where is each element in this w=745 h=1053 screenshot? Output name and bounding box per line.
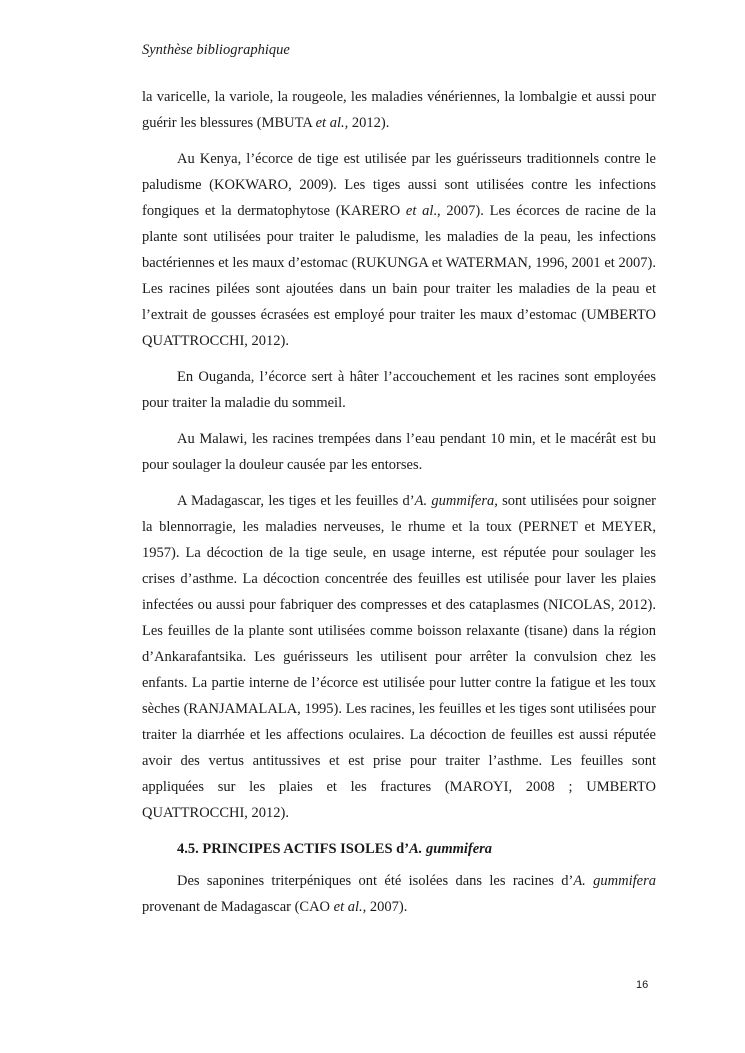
paragraph-madagascar-part-b: sont utilisées pour soigner la blennorragie, les maladies nerveuses, le rhume et la toux (PERNET et MEYER, 1957). La décoction de la tige seule, en usage interne, est réputée pour soulager les crises d’asthme. La décoction concentrée des feuilles est utilisée pour laver les plaies infectées ou aussi pour fabriquer des compresses et des cataplasmes (NICOLAS, 2012). Les feuilles de la plante sont utilisées comme boisson relaxante (tisane) dans la région d’Ankarafantsika. Les guérisseurs les utilisent pour arrêter la convulsion chez les enfants. La partie interne de l’écorce est utilisée pour lutter contre la fatigue et les toux sèches (RANJAMALALA, 1995). Les racines, les feuilles et les tiges sont utilisées pour traiter la diarrhée et les affections oculaires. La décoction de feuilles est aussi réputée avoir des vertus antitussives et est prise pour traiter l’asthme. Les feuilles sont appliquées sur les plaies et les fractures (MAROYI, 2008 ; UMBERTO QUATTROCCHI, 2012). (142, 493, 656, 821)
section-heading (177, 836, 656, 862)
page-number: 16 (636, 979, 649, 991)
running-header: Synthèse bibliographique (142, 42, 290, 58)
paragraph-madagascar-species: A. gummifera, (414, 493, 498, 509)
section-heading-species: A. gummifera (409, 841, 493, 857)
paragraph-kenya-part-b: ., 2007). Les écorces de racine de la plante sont utilisées pour traiter le paludisme, les maladies de la peau, les infections bactériennes et les maux d’estomac (RUKUNGA et WATERMAN, 1996, 2001 et 2007). Les racines pilées sont ajoutées dans un bain pour traiter les maladies de la peau et l’extrait de gousses écrasées est employé pour traiter les maux d’estomac (UMBERTO QUATTROCCHI, 2012). (142, 203, 657, 349)
section-heading-text: 4.5. PRINCIPES ACTIFS ISOLES d’ (177, 841, 410, 857)
paragraph-kenya (142, 146, 656, 354)
paragraph-1-text: la varicelle, la variole, la rougeole, les maladies vénériennes, la lombalgie et aussi pour guérir les blessures (MBUTA (142, 89, 656, 131)
paragraph-saponines-part-b: provenant de Madagascar (CAO (142, 899, 334, 915)
paragraph-saponines-part-c: 2007). (366, 899, 408, 915)
body-text (142, 84, 656, 930)
paragraph-1 (142, 84, 656, 136)
paragraph-saponines-species: A. gummifera (573, 873, 656, 889)
paragraph-malawi: Au Malawi, les racines trempées dans l’eau pendant 10 min, et le macérât est bu pour soulager la douleur causée par les entorses. (142, 431, 656, 473)
paragraph-kenya-cite: et al (405, 203, 434, 219)
paragraph-saponines (142, 868, 656, 920)
paragraph-kenya-part-a: Au Kenya, l’écorce de tige est utilisée par les guérisseurs traditionnels contre le paludisme (KOKWARO, 2009). Les tiges aussi sont utilisées contre les infections fongiques et la dermatophytose (KARERO (142, 151, 656, 219)
paragraph-madagascar (142, 488, 656, 826)
paragraph-1-cite: et al., (315, 115, 349, 131)
paragraph-saponines-part-a: Des saponines triterpéniques ont été isolées dans les racines d’ (177, 873, 574, 889)
paragraph-1-text-end: 2012). (348, 115, 390, 131)
paragraph-ouganda: En Ouganda, l’écorce sert à hâter l’accouchement et les racines sont employées pour traiter la maladie du sommeil. (142, 369, 656, 411)
paragraph-madagascar-part-a: A Madagascar, les tiges et les feuilles d’ (177, 493, 415, 509)
paragraph-saponines-cite: et al., (333, 899, 367, 915)
